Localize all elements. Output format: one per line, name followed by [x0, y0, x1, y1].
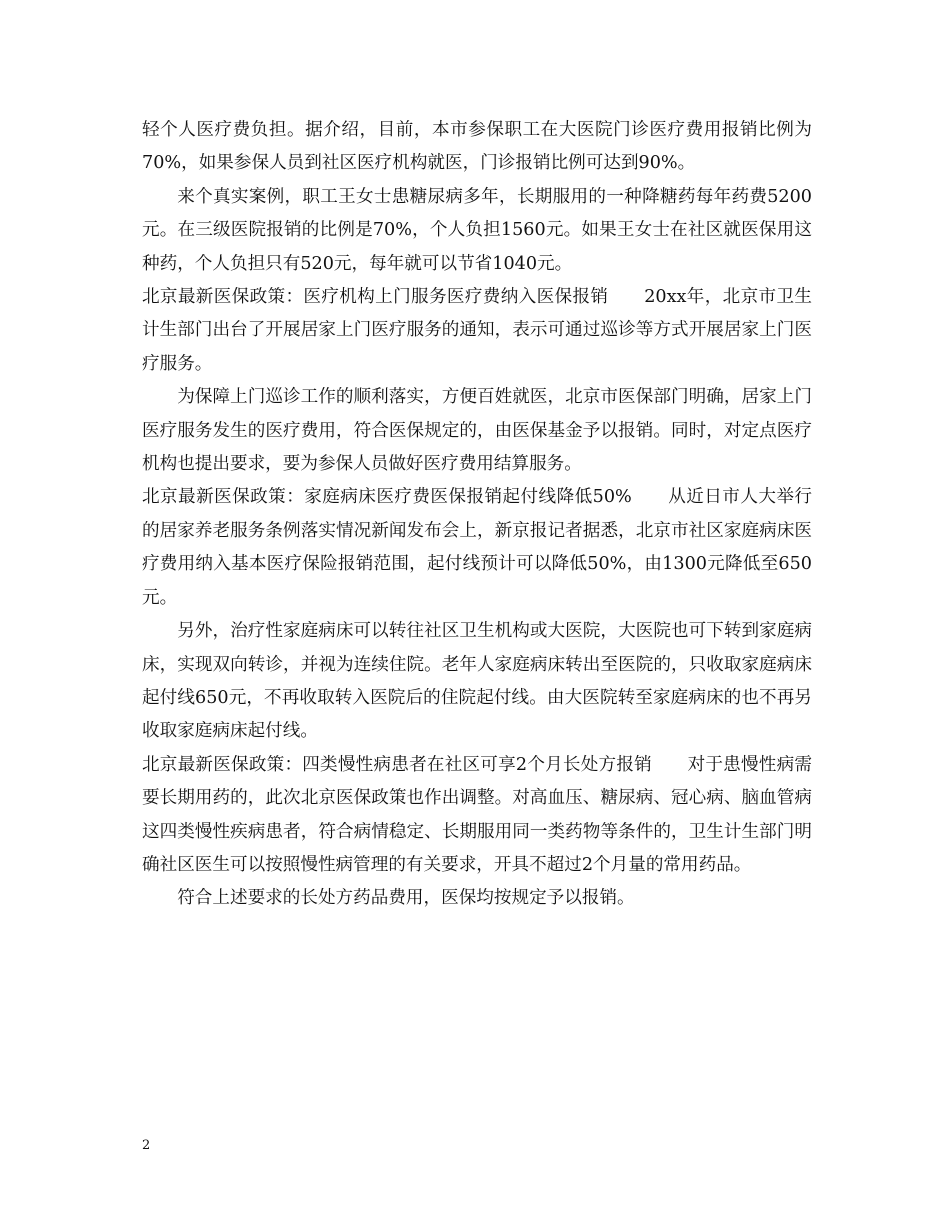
- paragraph-6: 另外，治疗性家庭病床可以转往社区卫生机构或大医院，大医院也可下转到家庭病床，实现双向转诊，并视为连续住院。老年人家庭病床转出至医院的，只收取家庭病床起付线650元，不再收取转入医院后的住院起付线。由大医院转至家庭病床的也不再另收取家庭病床起付线。: [142, 621, 812, 742]
- paragraph-4: 为保障上门巡诊工作的顺利落实，方便百姓就医，北京市医保部门明确，居家上门医疗服务发生的医疗费用，符合医保规定的，由医保基金予以报销。同时，对定点医疗机构也提出要求，要为参保人员做好医疗费用结算服务。: [142, 387, 812, 475]
- paragraph-1: 轻个人医疗费负担。据介绍，目前，本市参保职工在大医院门诊医疗费用报销比例为70%，如果参保人员到社区医疗机构就医，门诊报销比例可达到90%。: [142, 120, 812, 174]
- paragraph-2: 来个真实案例，职工王女士患糖尿病多年，长期服用的一种降糖药每年药费5200元。在三级医院报销的比例是70%，个人负担1560元。如果王女士在社区就医保用这种药，个人负担只有520元，每年就可以节省1040元。: [142, 186, 812, 274]
- paragraph-5: 北京最新医保政策：家庭病床医疗费医保报销起付线降低50% 从近日市人大举行的居家养老服务条例落实情况新闻发布会上，新京报记者据悉，北京市社区家庭病床医疗费用纳入基本医疗保险报销范围，起付线预计可以降低50%，由1300元降低至650元。: [142, 487, 812, 608]
- body-text: [142, 114, 812, 916]
- paragraph-7: 北京最新医保政策：四类慢性病患者在社区可享2个月长处方报销 对于患慢性病需要长期用药的，此次北京医保政策也作出调整。对高血压、糖尿病、冠心病、脑血管病这四类慢性疾病患者，符合病情稳定、长期服用同一类药物等条件的，卫生计生部门明确社区医生可以按照慢性病管理的有关要求，开具不超过2个月量的常用药品。: [142, 754, 812, 875]
- page-number: 2: [142, 1138, 151, 1153]
- paragraph-8: 符合上述要求的长处方药品费用，医保均按规定予以报销。: [177, 888, 635, 909]
- paragraph-3: 北京最新医保政策：医疗机构上门服务医疗费纳入医保报销 20xx年，北京市卫生计生部门出台了开展居家上门医疗服务的通知，表示可通过巡诊等方式开展居家上门医疗服务。: [142, 287, 812, 374]
